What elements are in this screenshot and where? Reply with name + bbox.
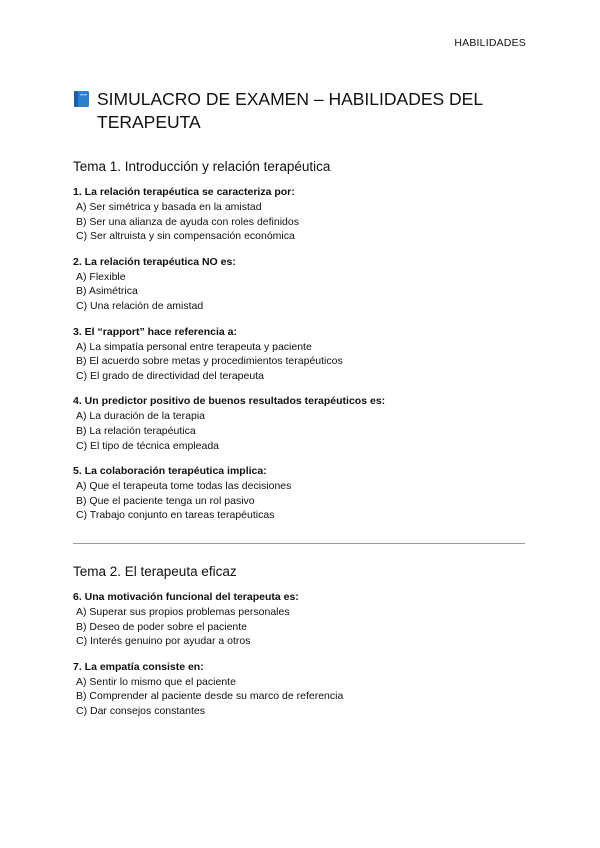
section-title: Tema 2. El terapeuta eficaz	[73, 563, 237, 579]
question-block	[73, 465, 528, 523]
answer-option: C) Dar consejos constantes	[76, 704, 205, 717]
question-title: 1. La relación terapéutica se caracteriza por:	[73, 186, 295, 198]
question-block	[73, 661, 528, 719]
answer-option: C) Interés genuino por ayudar a otros	[76, 635, 251, 648]
blue-book-icon	[73, 90, 90, 108]
answer-option: A) Flexible	[76, 270, 126, 283]
answer-option: C) Trabajo conjunto en tareas terapéuticas	[76, 509, 275, 522]
answer-option: A) Ser simétrica y basada en la amistad	[76, 201, 262, 213]
answer-option: B) Deseo de poder sobre el paciente	[76, 620, 248, 633]
section-title: Tema 1. Introducción y relación terapéutica	[73, 159, 331, 174]
question-block	[73, 256, 528, 314]
question-title: 7. La empatía consiste en:	[73, 660, 204, 673]
answer-option: B) Que el paciente tenga un rol pasivo	[76, 494, 255, 507]
answer-option: B) Comprender al paciente desde su marco de referencia	[76, 690, 344, 703]
question-title: 4. Un predictor positivo de buenos resultados terapéuticos es:	[73, 395, 386, 408]
running-header: HABILIDADES	[454, 37, 526, 49]
section-divider	[73, 543, 525, 544]
question-title: 2. La relación terapéutica NO es:	[73, 255, 236, 268]
answer-option: A) Que el terapeuta tome todas las decisiones	[76, 480, 292, 493]
answer-option: A) La simpatía personal entre terapeuta y paciente	[76, 340, 312, 353]
question-block	[73, 186, 528, 244]
answer-option: B) Asimétrica	[76, 285, 138, 298]
answer-option: B) La relación terapéutica	[76, 424, 196, 437]
answer-option: B) El acuerdo sobre metas y procedimientos terapéuticos	[76, 355, 343, 368]
question-block	[73, 395, 528, 453]
answer-option: B) Ser una alianza de ayuda con roles definidos	[76, 215, 299, 228]
question-title: 5. La colaboración terapéutica implica:	[73, 465, 267, 478]
answer-option: C) Ser altruista y sin compensación económica	[76, 230, 295, 243]
answer-option: C) El tipo de técnica empleada	[76, 439, 219, 452]
question-block	[73, 326, 528, 384]
question-title: 3. El “rapport” hace referencia a:	[73, 325, 237, 338]
answer-option: A) La duración de la terapia	[76, 410, 205, 423]
question-title: 6. Una motivación funcional del terapeuta es:	[73, 590, 299, 603]
answer-option: A) Superar sus propios problemas personales	[76, 605, 290, 618]
question-block	[73, 591, 528, 649]
answer-option: C) El grado de directividad del terapeuta	[76, 369, 264, 382]
answer-option: A) Sentir lo mismo que el paciente	[76, 675, 236, 688]
document-title-text: SIMULACRO DE EXAMEN – HABILIDADES DEL TERAPEUTA	[97, 89, 484, 132]
document-body	[73, 88, 528, 718]
answer-option: C) Una relación de amistad	[76, 299, 204, 312]
document-title	[73, 88, 528, 134]
